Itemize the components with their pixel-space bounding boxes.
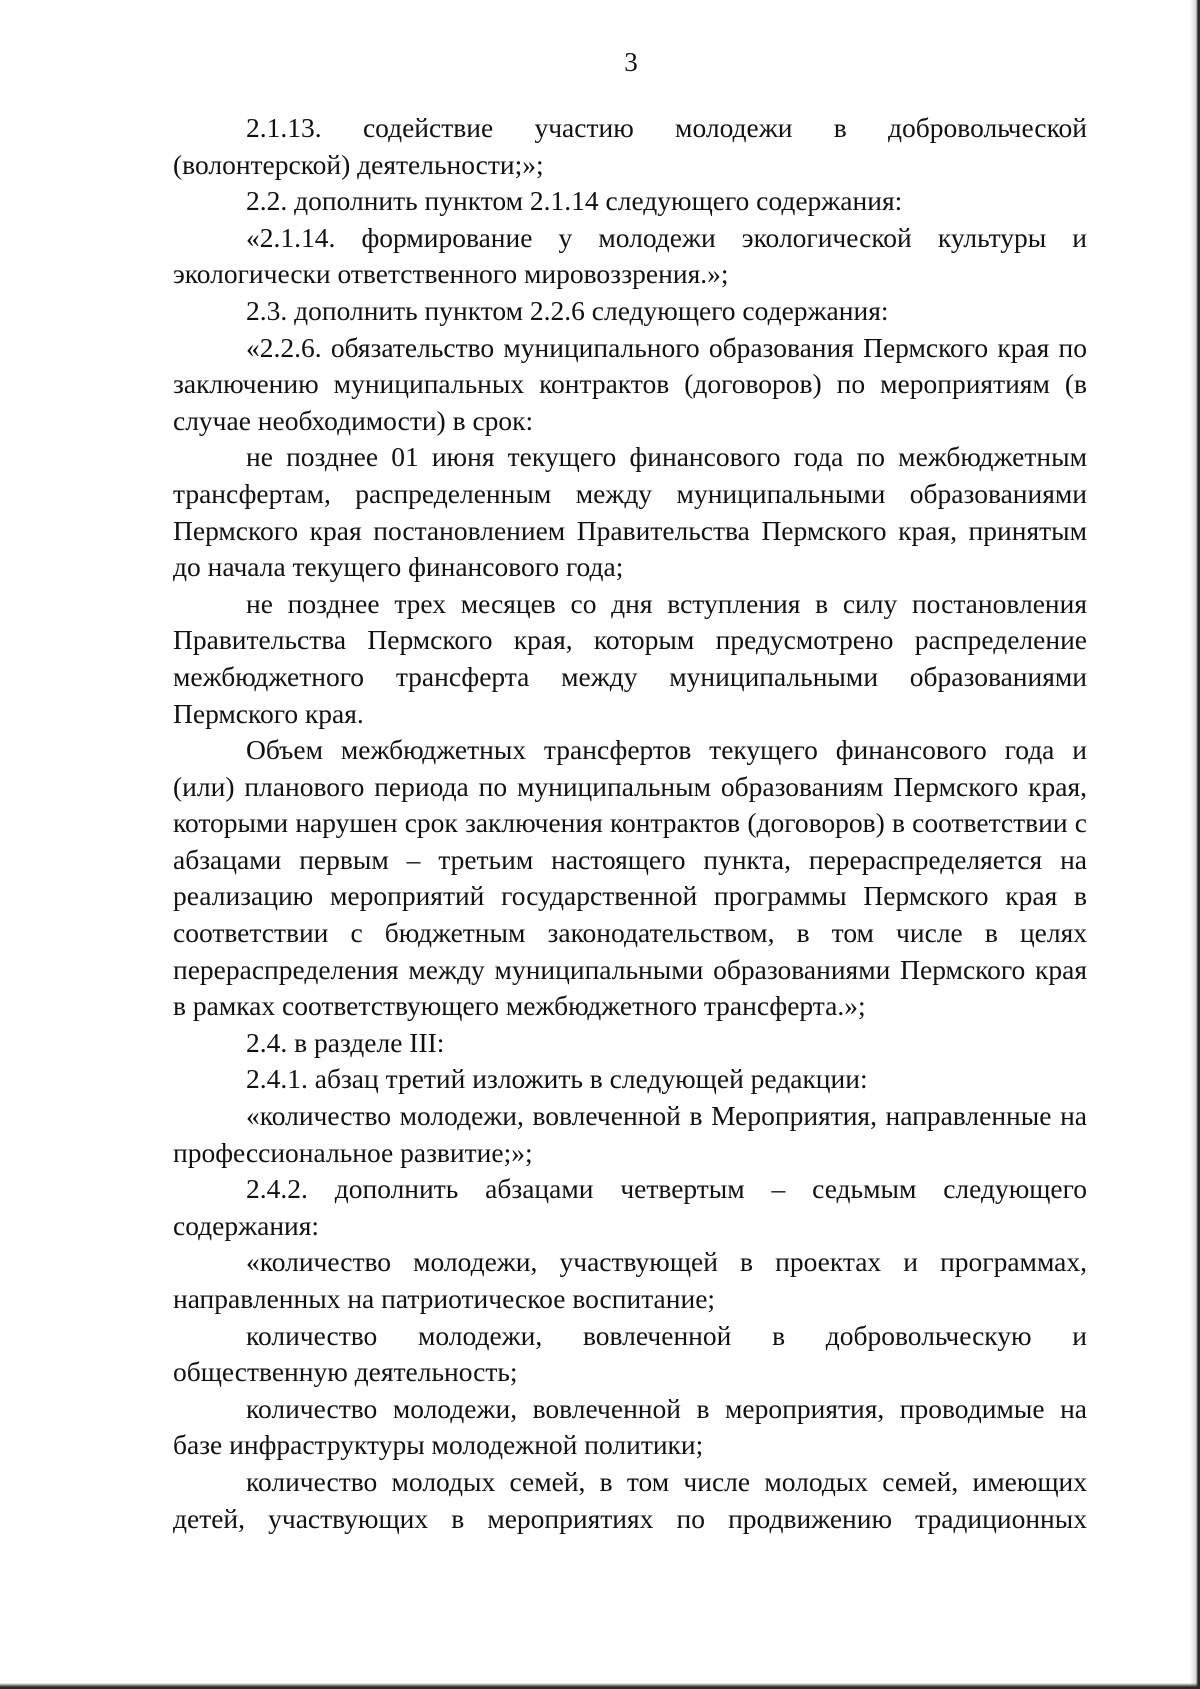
- paragraph: 2.1.13. содействие участию молодежи в добровольческой (волонтерской) деятельности;»;: [173, 112, 1087, 180]
- paragraph: количество молодежи, вовлеченной в мероприятия, проводимые на базе инфраструктуры молодежной политики;: [173, 1392, 1087, 1461]
- paragraph: количество молодых семей, в том числе молодых семей, имеющих детей, участвующих в мероприятиях по продвижению традиционных: [173, 1465, 1087, 1534]
- scan-edge-right: [1190, 0, 1200, 1689]
- paragraph: 2.3. дополнить пунктом 2.2.6 следующего содержания:: [246, 294, 889, 326]
- paragraph: 2.4.1. абзац третий изложить в следующей редакции:: [246, 1063, 868, 1095]
- paragraph: не позднее трех месяцев со дня вступления в силу постановления Правительства Пермского края, которым предусмотрено распределение межбюджетного трансферта между муниципальными образованиями Пермского края.: [173, 587, 1087, 729]
- paragraph: 2.4. в разделе III:: [246, 1026, 445, 1058]
- paragraph: не позднее 01 июня текущего финансового года по межбюджетным трансфертам, распределенным между муниципальными образованиями Пермского края постановлением Правительства Пермского края, принятым до начала текущего финансового года;: [173, 441, 1087, 583]
- paragraph: 2.2. дополнить пунктом 2.1.14 следующего содержания:: [246, 185, 903, 217]
- document-body: [173, 110, 1087, 1537]
- scan-edge-bottom: [0, 1683, 1200, 1689]
- paragraph: Объем межбюджетных трансфертов текущего финансового года и (или) планового периода по муниципальным образованиям Пермского края, которыми нарушен срок заключения контрактов (договоров) в соответствии с абзацами первым – третьим настоящего пункта, перераспределяется на реализацию мероприятий государственной программы Пермского края в соответствии с бюджетным законодательством, в том числе в целях перераспределения между муниципальными образованиями Пермского края в рамках соответствующего межбюджетного трансферта.»;: [173, 734, 1087, 1022]
- page-number: 3: [624, 47, 638, 77]
- paragraph: 2.4.2. дополнить абзацами четвертым – седьмым следующего содержания:: [173, 1173, 1087, 1241]
- paragraph: «2.2.6. обязательство муниципального образования Пермского края по заключению муниципальных контрактов (договоров) по мероприятиям (в случае необходимости) в срок:: [173, 331, 1087, 436]
- paragraph: «количество молодежи, участвующей в проектах и программах, направленных на патриотическое воспитание;: [173, 1246, 1087, 1314]
- paragraph: «2.1.14. формирование у молодежи экологической культуры и экологически ответственного мировоззрения.»;: [173, 221, 1087, 290]
- paragraph: «количество молодежи, вовлеченной в Мероприятия, направленные на профессиональное развитие;»;: [173, 1100, 1087, 1168]
- paragraph: количество молодежи, вовлеченной в добровольческую и общественную деятельность;: [173, 1319, 1087, 1388]
